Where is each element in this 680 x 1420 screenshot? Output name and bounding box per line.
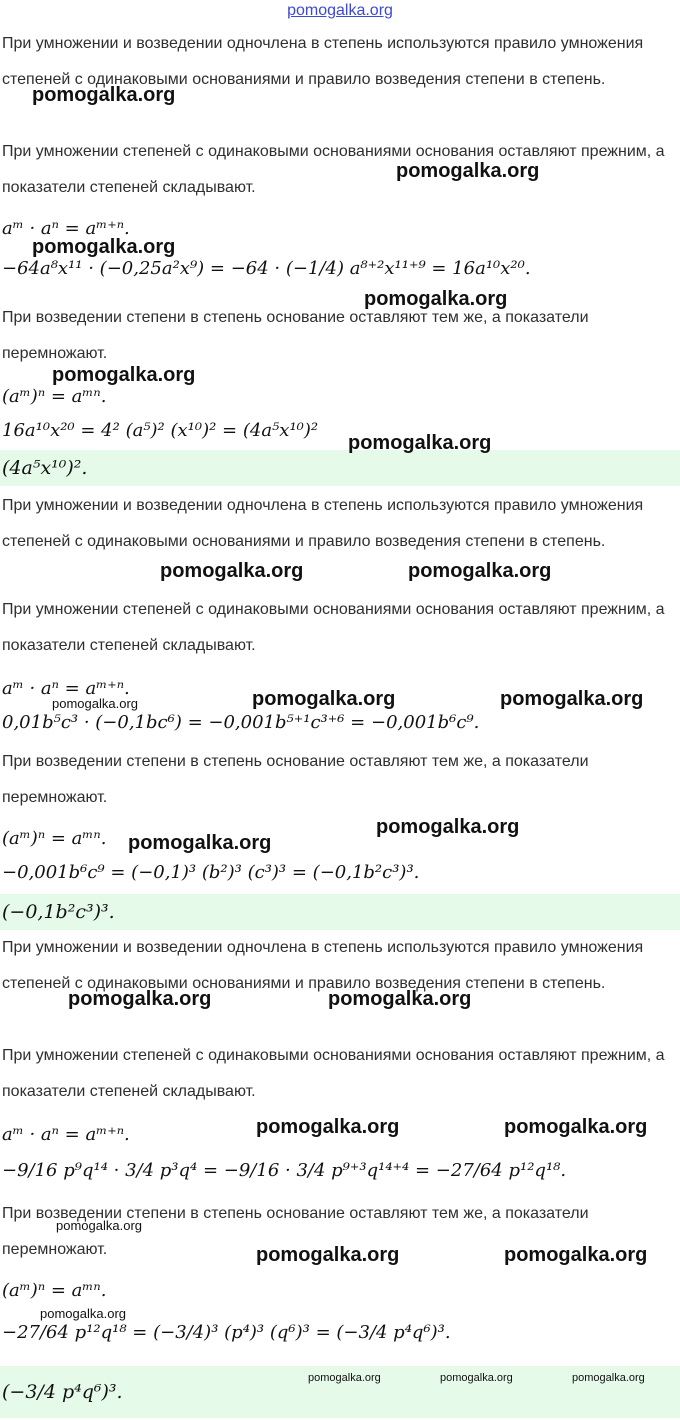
watermark: pomogalka.org [348,432,492,454]
watermark: pomogalka.org [328,988,472,1010]
power-formula: (aᵐ)ⁿ = aᵐⁿ. [2,828,107,849]
power-formula: (aᵐ)ⁿ = aᵐⁿ. [2,1280,107,1301]
rule-intro-text: При умножении и возведении одночлена в степень используются правило умножения степеней с одинаковыми основаниями и правило возведения степени в степень. [2,497,644,550]
problem-3-mult-expression: −9/16 p⁹q¹⁴ · 3/4 p³q⁴ = −9/16 · 3/4 p⁹⁺³q¹⁴⁺⁴ = −27/64 p¹²q¹⁸. [2,1160,567,1181]
watermark: pomogalka.org [160,560,304,582]
rule-power-text: При возведении степени в степень основание оставляют тем же, а показатели перемножают. [2,309,589,362]
problem-1-power-expression: 16a¹⁰x²⁰ = 4² (a⁵)² (x¹⁰)² = (4a⁵x¹⁰)² [2,420,319,441]
watermark: pomogalka.org [364,288,508,310]
watermark: pomogalka.org [504,1244,648,1266]
rule-power-text: При возведении степени в степень основание оставляют тем же, а показатели перемножают. [2,753,589,806]
watermark: pomogalka.org [128,832,272,854]
problem-3-power-expression: −27/64 p¹²q¹⁸ = (−3/4)³ (p⁴)³ (q⁶)³ = (−3/4 p⁴q⁶)³. [2,1322,451,1343]
watermark: pomogalka.org [52,364,196,386]
rule-intro-text: При умножении и возведении одночлена в степень используются правило умножения степеней с одинаковыми основаниями и правило возведения степени в степень. [2,35,644,88]
power-formula: (aᵐ)ⁿ = aᵐⁿ. [2,386,107,407]
rule-intro-text: При умножении и возведении одночлена в степень используются правило умножения степеней с одинаковыми основаниями и правило возведения степени в степень. [2,939,644,992]
watermark: pomogalka.org [68,988,212,1010]
problem-2 [0,488,680,560]
watermark: pomogalka.org [408,560,552,582]
problem-1-answer: (4a⁵x¹⁰)². [0,450,680,486]
rule-power-text: При возведении степени в степень основание оставляют тем же, а показатели перемножают. [2,1205,589,1258]
rule-mult-text: При умножении степеней с одинаковыми основаниями основания оставляют прежним, а показатели степеней складывают. [2,1047,665,1100]
mult-formula: aᵐ · aⁿ = aᵐ⁺ⁿ. [2,218,130,239]
rule-mult-text: При умножении степеней с одинаковыми основаниями основания оставляют прежним, а показатели степеней складывают. [2,601,665,654]
watermark: pomogalka.org [308,1372,381,1384]
rule-mult-text: При умножении степеней с одинаковыми основаниями основания оставляют прежним, а показатели степеней складывают. [2,143,665,196]
watermark: pomogalka.org [256,1244,400,1266]
watermark: pomogalka.org [376,816,520,838]
problem-1-mult-rule [0,134,680,206]
problem-2-mult-expression: 0,01b⁵c³ · (−0,1bc⁶) = −0,001b⁵⁺¹c³⁺⁶ = −0,001b⁶c⁹. [2,712,480,733]
watermark: pomogalka.org [396,160,540,182]
watermark: pomogalka.org [572,1372,645,1384]
problem-2-answer: (−0,1b²c³)³. [0,894,680,930]
watermark: pomogalka.org [32,84,176,106]
problem-2-power-expression: −0,001b⁶c⁹ = (−0,1)³ (b²)³ (c³)³ = (−0,1b²c³)³. [2,862,420,883]
watermark: pomogalka.org [56,1218,142,1233]
watermark: pomogalka.org [256,1116,400,1138]
problem-2-power-rule [0,744,680,816]
site-link[interactable]: pomogalka.org [287,2,393,19]
watermark: pomogalka.org [40,1306,126,1321]
problem-1-power-rule [0,300,680,372]
watermark: pomogalka.org [252,688,396,710]
problem-2-mult-rule [0,592,680,664]
watermark: pomogalka.org [500,688,644,710]
watermark: pomogalka.org [32,236,176,258]
watermark: pomogalka.org [52,696,138,711]
watermark: pomogalka.org [440,1372,513,1384]
watermark: pomogalka.org [504,1116,648,1138]
mult-formula: aᵐ · aⁿ = aᵐ⁺ⁿ. [2,678,130,699]
mult-formula: aᵐ · aⁿ = aᵐ⁺ⁿ. [2,1124,130,1145]
problem-3-answer: (−3/4 p⁴q⁶)³. [0,1366,680,1418]
problem-1-mult-expression: −64a⁸x¹¹ · (−0,25a²x⁹) = −64 · (−1/4) a⁸⁺²x¹¹⁺⁹ = 16a¹⁰x²⁰. [2,258,531,279]
problem-3-mult-rule [0,1038,680,1110]
